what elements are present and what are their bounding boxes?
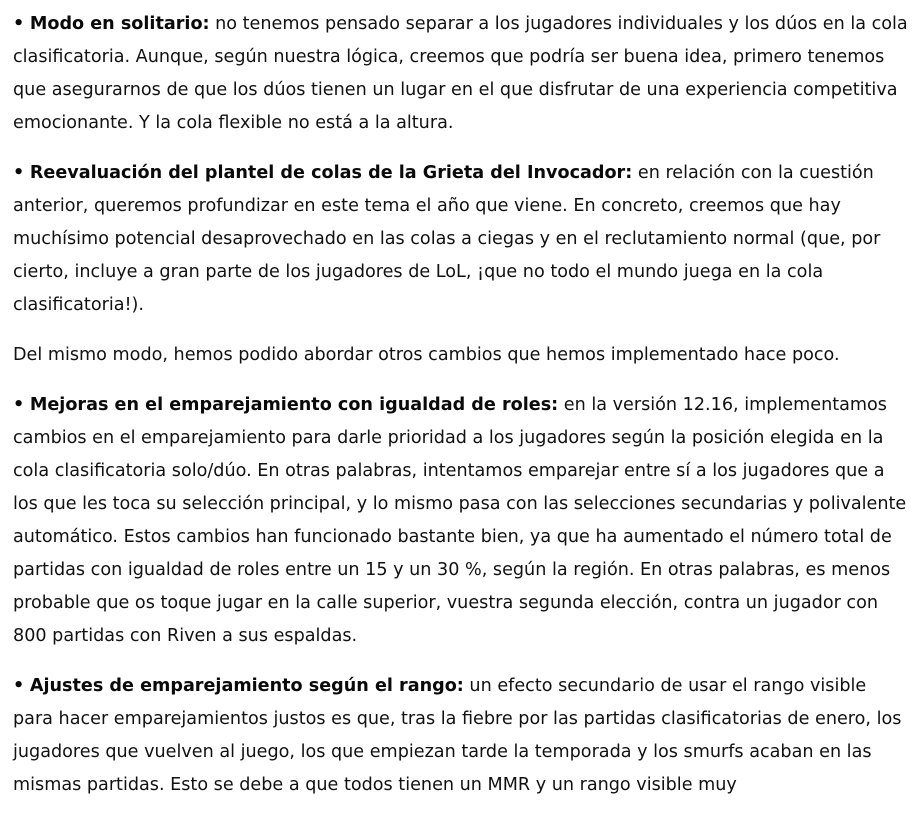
- paragraph-intro-changes: [13, 339, 911, 372]
- bullet-marker: •: [13, 676, 25, 696]
- bullet-marker: •: [13, 163, 25, 183]
- paragraph-text: un efecto secundario de usar el rango visible para hacer emparejamientos justos es que, tras la fiebre por las partidas clasificatorias de enero, los jugadores que vuelven al juego, los que empiezan tarde la temporada y los smurfs acaban en las mismas partidas. Esto se debe a que todos tienen un MMR y un rango visible muy: [13, 676, 902, 795]
- paragraph-role-matchmaking: [13, 389, 911, 653]
- paragraph-heading: Modo en solitario:: [29, 14, 210, 34]
- paragraph-text: Del mismo modo, hemos podido abordar otros cambios que hemos implementado hace poco.: [13, 345, 840, 365]
- article-body: [13, 8, 911, 819]
- paragraph-solo-mode: [13, 8, 911, 140]
- paragraph-queue-reevaluation: [13, 157, 911, 322]
- paragraph-rank-matchmaking: [13, 670, 911, 802]
- bullet-marker: •: [13, 395, 25, 415]
- paragraph-text: no tenemos pensado separar a los jugadores individuales y los dúos en la cola clasificatoria. Aunque, según nuestra lógica, creemos que podría ser buena idea, primero tenemos que asegurarnos de que los dúos tienen un lugar en el que disfrutar de una experiencia competitiva emocionante. Y la cola flexible no está a la altura.: [13, 14, 908, 133]
- paragraph-heading: Reevaluación del plantel de colas de la Grieta del Invocador:: [29, 163, 633, 183]
- bullet-marker: •: [13, 14, 25, 34]
- paragraph-heading: Ajustes de emparejamiento según el rango:: [29, 676, 464, 696]
- paragraph-heading: Mejoras en el emparejamiento con igualdad de roles:: [29, 395, 559, 415]
- paragraph-text: en la versión 12.16, implementamos cambios en el emparejamiento para darle prioridad a los jugadores según la posición elegida en la cola clasificatoria solo/dúo. En otras palabras, intentamos emparejar entre sí a los jugadores que a los que les toca su selección principal, y lo mismo pasa con las selecciones secundarias y polivalente automático. Estos cambios han funcionado bastante bien, ya que ha aumentado el número total de partidas con igualdad de roles entre un 15 y un 30 %, según la región. En otras palabras, es menos probable que os toque jugar en la calle superior, vuestra segunda elección, contra un jugador con 800 partidas con Riven a sus espaldas.: [13, 395, 907, 646]
- paragraph-text: en relación con la cuestión anterior, queremos profundizar en este tema el año que viene. En concreto, creemos que hay muchísimo potencial desaprovechado en las colas a ciegas y en el reclutamiento normal (que, por cierto, incluye a gran parte de los jugadores de LoL, ¡que no todo el mundo juega en la cola clasificatoria!).: [13, 163, 881, 315]
